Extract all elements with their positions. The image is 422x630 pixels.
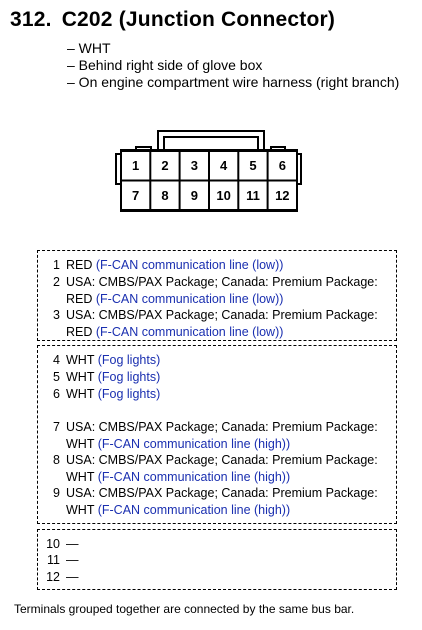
connector-pin: 1 (132, 157, 140, 173)
terminal-line (66, 274, 378, 291)
description-line: – Behind right side of glove box (67, 57, 263, 73)
circuit-function: (F-CAN communication line (high)) (97, 436, 291, 451)
terminal-line (66, 536, 79, 553)
terminal-number: 11 (47, 553, 60, 567)
terminal-number: 8 (53, 453, 60, 467)
terminal-line (66, 552, 79, 569)
description-line: – WHT (67, 40, 111, 56)
terminal-line (66, 419, 378, 436)
terminal-line (66, 352, 160, 369)
connector-pin: 5 (249, 157, 257, 173)
wire-color: USA: CMBS/PAX Package; Canada: Premium Package: (66, 486, 378, 500)
wire-color: WHT (66, 387, 98, 401)
wire-color: WHT (66, 370, 98, 384)
terminal-line (66, 485, 378, 502)
wire-color: — (66, 570, 79, 584)
wire-color: USA: CMBS/PAX Package; Canada: Premium Package: (66, 420, 378, 434)
wire-color: — (66, 553, 79, 567)
description-line: – On engine compartment wire harness (right branch) (67, 74, 400, 90)
circuit-function: (F-CAN communication line (low)) (95, 291, 284, 306)
terminal-line (66, 324, 378, 341)
connector-pin: 9 (190, 187, 198, 203)
terminal-line (66, 386, 160, 403)
terminal-line (66, 369, 160, 386)
terminal-line (66, 257, 283, 274)
wire-color: WHT (66, 353, 98, 367)
circuit-function: (F-CAN communication line (low)) (95, 258, 284, 272)
terminal-number: 6 (53, 387, 60, 401)
circuit-function: (F-CAN communication line (high)) (97, 502, 291, 517)
connector-pin: 6 (278, 157, 286, 173)
terminal-line (66, 291, 378, 308)
terminal-group (37, 345, 397, 524)
wire-color: USA: CMBS/PAX Package; Canada: Premium Package: (66, 308, 378, 322)
terminal-number: 1 (53, 258, 60, 272)
connector-pin: 8 (161, 187, 169, 203)
connector-pin: 10 (216, 187, 231, 203)
wire-color: WHT (66, 502, 98, 517)
connector-title: C202 (Junction Connector) (61, 8, 336, 31)
footer-note: Terminals grouped together are connected by the same bus bar. (14, 602, 355, 616)
circuit-function: (Fog lights) (97, 353, 161, 367)
connector-diagram (0, 0, 422, 240)
connector-pin: 4 (220, 157, 228, 173)
terminal-number: 2 (53, 275, 60, 289)
terminal-line (66, 502, 378, 519)
wire-color: RED (66, 291, 96, 306)
wire-color: USA: CMBS/PAX Package; Canada: Premium Package: (66, 275, 378, 289)
circuit-function: (F-CAN communication line (low)) (95, 324, 284, 339)
connector-pin: 7 (132, 187, 140, 203)
terminal-number: 12 (46, 570, 60, 584)
wire-color: USA: CMBS/PAX Package; Canada: Premium Package: (66, 453, 378, 467)
wire-color: WHT (66, 469, 98, 484)
terminal-number: 10 (46, 537, 60, 551)
connector-pin: 11 (246, 187, 260, 203)
terminal-group (37, 250, 397, 341)
connector-pin: 3 (190, 157, 198, 173)
terminal-number: 9 (53, 486, 60, 500)
terminal-line (66, 452, 378, 469)
connector-pin: 12 (275, 187, 290, 203)
terminal-line (66, 436, 378, 453)
terminal-line (66, 307, 378, 324)
wire-color: — (66, 537, 79, 551)
circuit-function: (F-CAN communication line (high)) (97, 469, 291, 484)
terminal-number: 7 (53, 420, 60, 434)
terminal-number: 3 (53, 308, 60, 322)
terminal-group (37, 529, 397, 590)
wire-color: RED (66, 324, 96, 339)
connector-pin: 2 (161, 157, 169, 173)
terminal-line (66, 569, 79, 586)
circuit-function: (Fog lights) (97, 370, 161, 384)
terminal-line (66, 469, 378, 486)
wire-color: RED (66, 258, 96, 272)
wire-color: WHT (66, 436, 98, 451)
terminal-number: 5 (53, 370, 60, 384)
circuit-function: (Fog lights) (97, 387, 161, 401)
section-number: 312. (10, 8, 52, 31)
terminal-number: 4 (53, 353, 60, 367)
